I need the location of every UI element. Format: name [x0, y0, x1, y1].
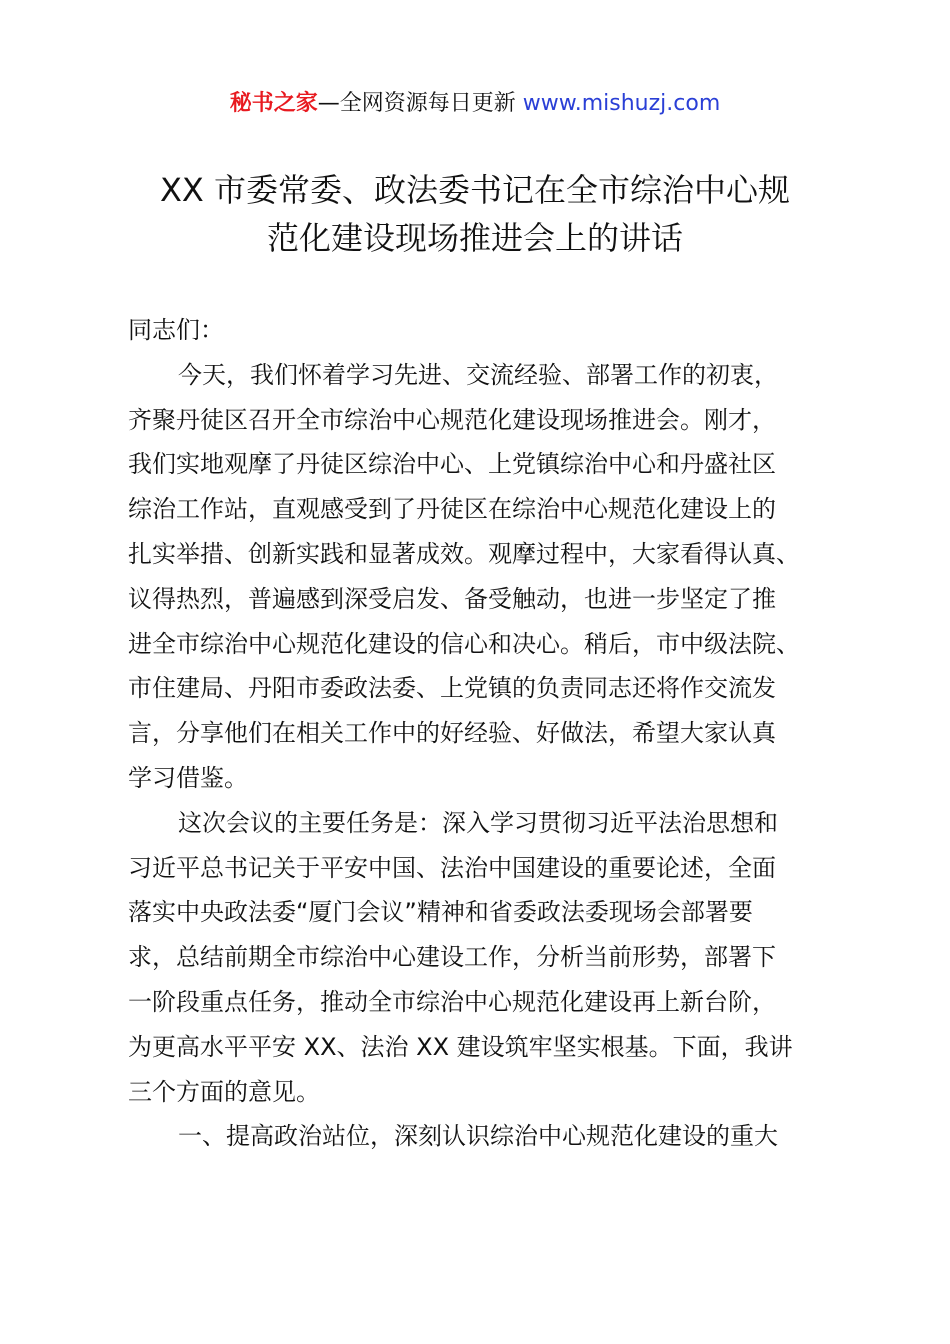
document-body [128, 308, 848, 1159]
body-line: 我们实地观摩了丹徒区综治中心、上党镇综治中心和丹盛社区 [128, 450, 776, 479]
body-line: 三个方面的意见。 [128, 1077, 320, 1106]
title-line-2: 范化建设现场推进会上的讲话 [266, 219, 683, 257]
body-line: 一阶段重点任务，推动全市综治中心规范化建设再上新台阶， [128, 987, 776, 1016]
body-line: 今天，我们怀着学习先进、交流经验、部署工作的初衷， [178, 360, 778, 389]
site-header [0, 86, 950, 122]
body-line: 综治工作站，直观感受到了丹徒区在综治中心规范化建设上的 [128, 495, 776, 524]
site-url-link[interactable]: www.mishuzj.com [522, 91, 721, 116]
body-line: 为更高水平平安 XX、法治 XX 建设筑牢坚实根基。下面，我讲 [128, 1032, 793, 1061]
body-line: 学习借鉴。 [128, 763, 248, 792]
body-line: 扎实举措、创新实践和显著成效。观摩过程中，大家看得认真、 [128, 539, 800, 568]
body-line: 言，分享他们在相关工作中的好经验、好做法，希望大家认真 [128, 719, 776, 748]
section-heading: 一、提高政治站位，深刻认识综治中心规范化建设的重大 [178, 1122, 778, 1151]
body-line: 齐聚丹徒区召开全市综治中心规范化建设现场推进会。刚才， [128, 405, 776, 434]
salutation: 同志们： [128, 316, 224, 344]
body-line: 这次会议的主要任务是：深入学习贯彻习近平法治思想和 [178, 808, 778, 837]
body-line: 习近平总书记关于平安中国、法治中国建设的重要论述，全面 [128, 853, 776, 882]
title-line-1: XX 市委常委、政法委书记在全市综治中心规 [159, 171, 791, 209]
body-line: 市住建局、丹阳市委政法委、上党镇的负责同志还将作交流发 [128, 674, 776, 703]
document-title [100, 166, 850, 262]
site-brand: 秘书之家 [229, 91, 318, 116]
body-line: 议得热烈，普遍感到深受启发、备受触动，也进一步坚定了推 [128, 584, 776, 613]
body-line: 落实中央政法委“厦门会议”精神和省委政法委现场会部署要 [128, 898, 753, 927]
body-line: 求，总结前期全市综治中心建设工作，分析当前形势，部署下 [128, 943, 776, 972]
body-line: 进全市综治中心规范化建设的信心和决心。稍后，市中级法院、 [128, 629, 800, 658]
site-tagline: —全网资源每日更新 [317, 91, 523, 116]
